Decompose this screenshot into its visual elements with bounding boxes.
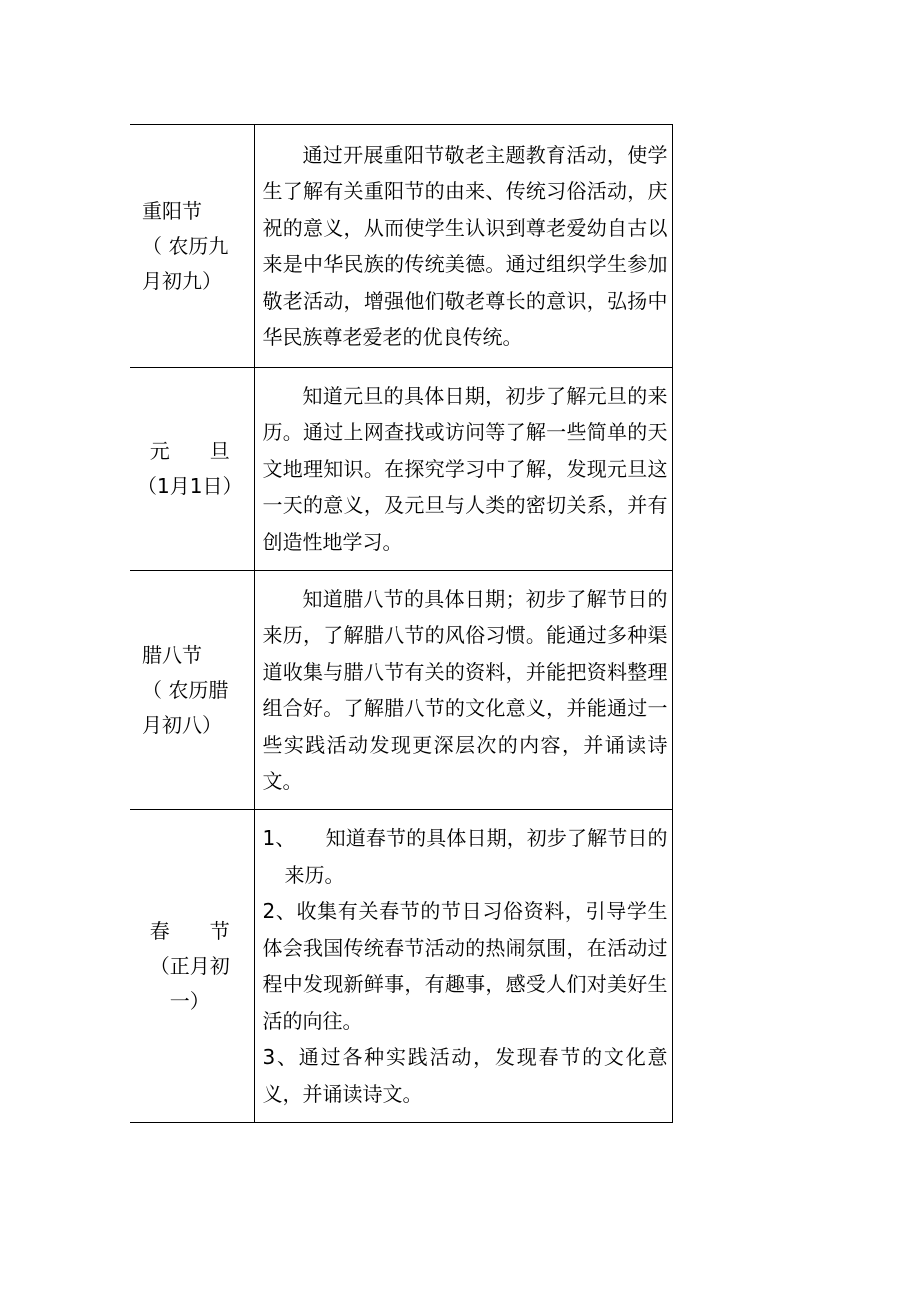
festival-name-line: （ 农历九: [142, 233, 229, 258]
festival-description: 通过开展重阳节敬老主题教育活动，使学生了解有关重阳节的由来、传统习俗活动，庆祝的意义，从而使学生认识到尊老爱幼自古以来是中华民族的传统美德。通过组织学生参加敬老活动，增强他们敬老尊长的意识，弘扬中华民族尊老爱老的优良传统。: [262, 142, 668, 349]
list-item: 1、 知道春节的具体日期，初步了解节日的来历。: [262, 826, 668, 887]
festival-name-line: （正月初: [149, 953, 230, 978]
festival-description-cell: [254, 368, 672, 571]
table-row: [130, 368, 672, 571]
festival-name-line: 月初八）: [142, 712, 222, 737]
festival-name-line: （1月1日）: [137, 474, 243, 498]
festival-name-line: （ 农历腊: [142, 677, 229, 702]
festival-description: 知道元旦的具体日期，初步了解元旦的来历。通过上网查找或访问等了解一些简单的天文地理知识。在探究学习中了解，发现元旦这一天的意义，及元旦与人类的密切关系，并有创造性地学习。: [262, 383, 668, 554]
table-row: [130, 571, 672, 810]
festival-name-cell: [130, 810, 254, 1123]
festival-name-line: 元 旦: [149, 439, 230, 463]
festival-description-cell: [254, 810, 672, 1123]
table-row: [130, 125, 672, 368]
festival-name-cell: [130, 125, 254, 368]
festival-name-cell: [130, 368, 254, 571]
festival-description: 知道腊八节的具体日期；初步了解节日的来历，了解腊八节的风俗习惯。能通过多种渠道收集与腊八节有关的资料，并能把资料整理组合好。了解腊八节的文化意义，并能通过一些实践活动发现更深层次的内容，并诵读诗文。: [262, 586, 668, 793]
festival-name-line: 重阳节: [142, 198, 202, 223]
festival-activity-table: [130, 124, 673, 1123]
festival-name-cell: [130, 571, 254, 810]
festival-name-line: 腊八节: [142, 642, 202, 667]
list-item: 2、收集有关春节的节日习俗资料，引导学生体会我国传统春节活动的热闹氛围，在活动过程中发现新鲜事，有趣事，感受人们对美好生活的向往。: [262, 899, 668, 1033]
table-row: [130, 810, 672, 1123]
festival-description-cell: [254, 125, 672, 368]
festival-name-line: 一）: [169, 988, 210, 1013]
list-item: 3、通过各种实践活动，发现春节的文化意义，并诵读诗文。: [262, 1045, 668, 1106]
festival-name-line: 月初九）: [142, 268, 222, 293]
festival-description-cell: [254, 571, 672, 810]
festival-name-line: 春 节: [149, 918, 230, 943]
